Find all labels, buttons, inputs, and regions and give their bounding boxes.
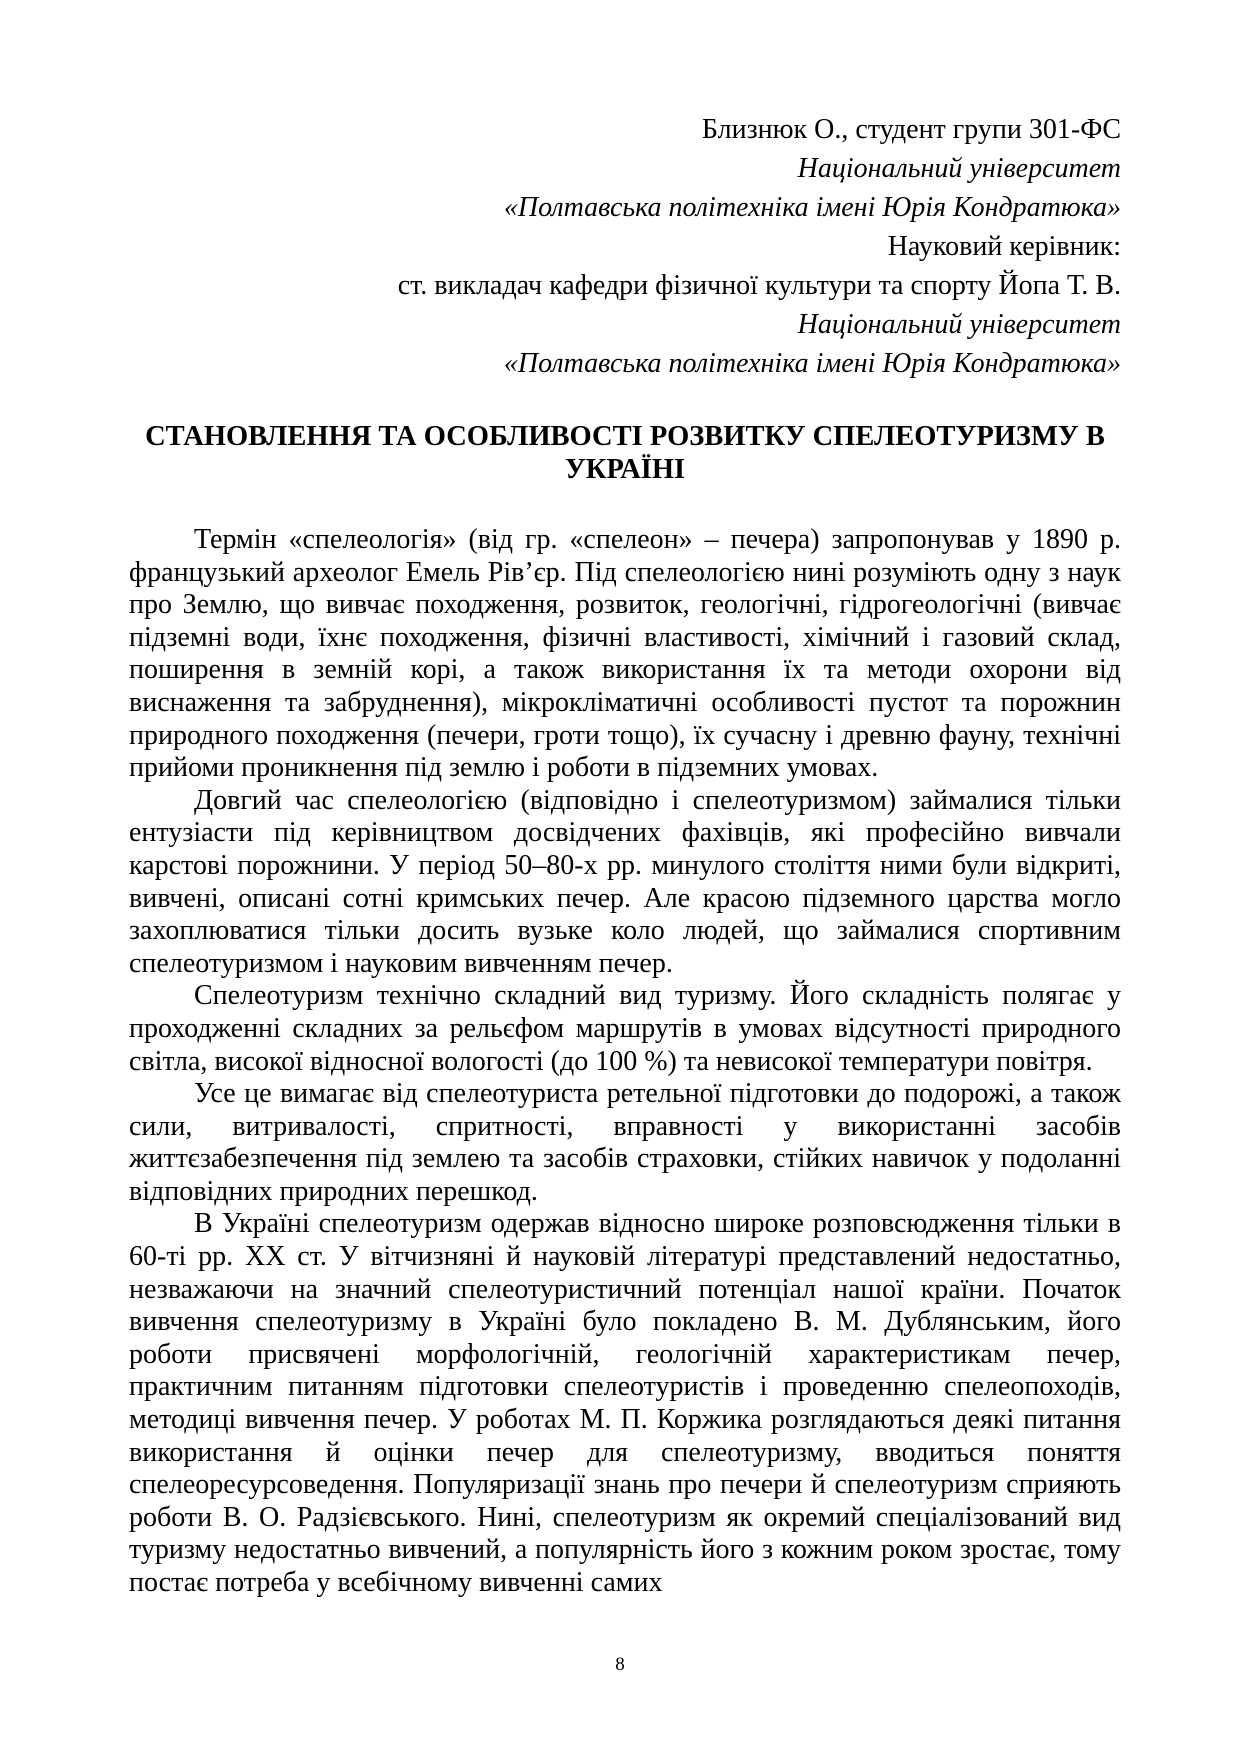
document-page xyxy=(129,110,1121,1600)
paragraph: Термін «спелеологія» (від гр. «спелеон» – печера) запропонував у 1890 р. французький археолог Емель Рів’єр. Під спелеологією нині розуміють одну з наук про Землю, що вивчає походження, розвиток, геологічні, гідрогеологічні (вивчає підземні води, їхнє походження, фізичні властивості, хімічний і газовий склад, поширення в земній корі, а також використання їх та методи охорони від виснаження та забруднення), мікрокліматичні особливості пустот та порожнин природного походження (печери, гроти тощо), їх сучасну і древню фауну, технічні прийоми проникнення під землю і роботи в підземних умовах. xyxy=(129,524,1121,784)
page-number: 8 xyxy=(615,1654,625,1675)
supervisor-label: Науковий керівник: xyxy=(887,231,1121,262)
author-block xyxy=(129,110,1121,383)
author-affiliation-line2: «Полтавська політехніка імені Юрія Кондратюка» xyxy=(503,192,1121,223)
article-title xyxy=(129,420,1121,486)
supervisor-name: ст. викладач кафедри фізичної культури та спорту Йопа Т. В. xyxy=(397,270,1121,301)
article-title-line1: СТАНОВЛЕННЯ ТА ОСОБЛИВОСТІ РОЗВИТКУ СПЕЛЕОТУРИЗМУ В xyxy=(145,421,1105,452)
paragraph: Спелеотуризм технічно складний вид туризму. Його складність полягає у проходженні складних за рельєфом маршрутів в умовах відсутності природного світла, високої відносної вологості (до 100 %) та невисокої температури повітря. xyxy=(129,980,1121,1077)
article-body xyxy=(129,524,1121,1600)
supervisor-affiliation-line1: Національний університет xyxy=(797,309,1121,340)
article-title-line2: УКРАЇНІ xyxy=(564,454,686,485)
paragraph: Усе це вимагає від спелеотуриста ретельної підготовки до подорожі, а також сили, витривалості, спритності, вправності у використанні засобів життєзабезпечення під землею та засобів страховки, стійких навичок у подоланні відповідних природних перешкод. xyxy=(129,1078,1121,1207)
paragraph: Довгий час спелеологією (відповідно і спелеотуризмом) займалися тільки ентузіасти під керівництвом досвідчених фахівців, які професійно вивчали карстові порожнини. У період 50–80-х рр. минулого століття ними були відкриті, вивчені, описані сотні кримських печер. Але красою підземного царства могло захоплюватися тільки досить вузьке коло людей, що займалися спортивним спелеотуризмом і науковим вивченням печер. xyxy=(129,784,1121,979)
supervisor-affiliation-line2: «Полтавська політехніка імені Юрія Кондратюка» xyxy=(503,348,1121,379)
paragraph: В Україні спелеотуризм одержав відносно широке розповсюдження тільки в 60-ті рр. XX ст. У вітчизняні й науковій літературі представлений недостатньо, незважаючи на значний спелеотуристичний потенціал нашої країни. Початок вивчення спелеотуризму в Україні було покладено В. М. Дублянським, його роботи присвячені морфологічній, геологічній характеристикам печер, практичним питанням підготовки спелеотуристів і проведенню спелеопоходів, методиці вивчення печер. У роботах М. П. Коржика розглядаються деякі питання використання й оцінки печер для спелеотуризму, вводиться поняття спелеоресурсоведення. Популяризації знань про печери й спелеотуризм сприяють роботи В. О. Радзієвського. Нині, спелеотуризм як окремий спеціалізований вид туризму недостатньо вивчений, а популярність його з кожним роком зростає, тому постає потреба у всебічному вивченні самих xyxy=(129,1208,1121,1598)
author-affiliation-line1: Національний університет xyxy=(797,153,1121,184)
author-name: Близнюк О., студент групи 301-ФС xyxy=(701,114,1121,145)
